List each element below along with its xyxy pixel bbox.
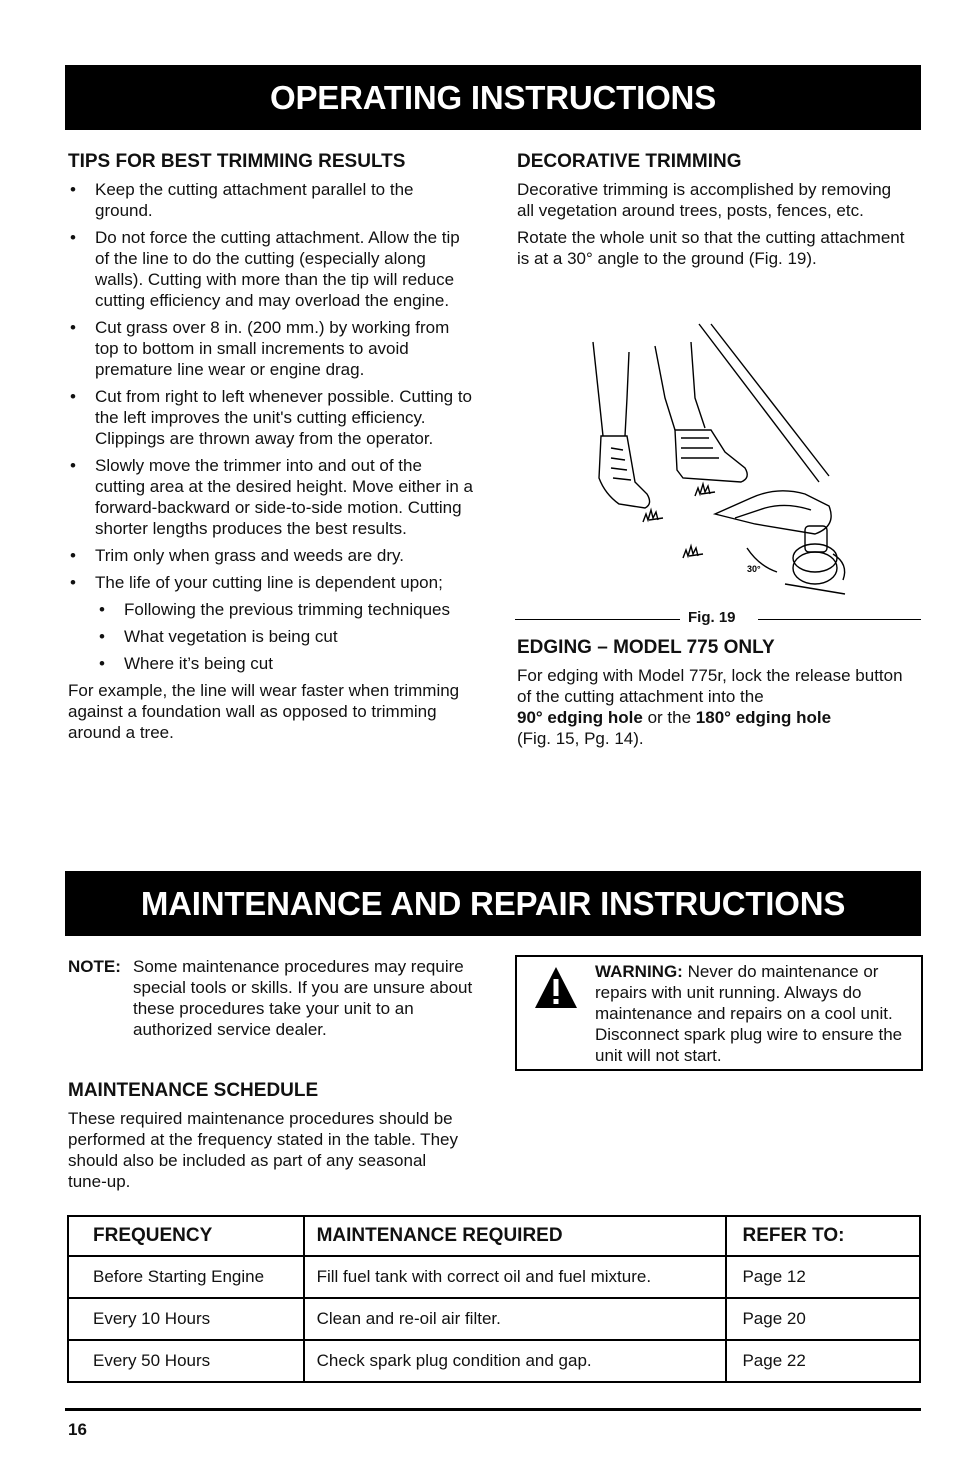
tip-item: • Keep the cutting attachment parallel to the ground. <box>68 179 473 221</box>
table-cell: Clean and re-oil air filter. <box>304 1298 727 1340</box>
table-cell: Page 12 <box>726 1256 920 1298</box>
schedule-heading: MAINTENANCE SCHEDULE <box>68 1080 319 1101</box>
angle-label: 30° <box>747 564 761 574</box>
edging-section <box>517 636 912 755</box>
operating-instructions-title: OPERATING INSTRUCTIONS <box>65 65 921 130</box>
tip-sub-item: • Following the previous trimming techniques <box>97 599 473 620</box>
tip-item: • Do not force the cutting attachment. Allow the tip of the line to do the cutting (especially along walls). Cutting with more than the tip will reduce cutting efficiency and may overload the engine. <box>68 227 473 311</box>
column-header: MAINTENANCE REQUIRED <box>304 1216 727 1256</box>
decorative-text-2: Rotate the whole unit so that the cutting attachment is at a 30° angle to the ground (Fig. 19). <box>517 228 905 268</box>
figure-rule-left <box>515 619 680 620</box>
figure-rule-right <box>758 619 921 620</box>
page-number: 16 <box>68 1420 87 1439</box>
warning-text: Never do maintenance or repairs with unit running. Always do maintenance and repairs on a cool unit. Disconnect spark plug wire to ensure the unit will not start. <box>595 962 903 1065</box>
tip-sub-item: • What vegetation is being cut <box>97 626 473 647</box>
table-row <box>68 1340 920 1382</box>
tips-section <box>68 150 473 749</box>
footer-rule <box>65 1408 921 1411</box>
note-text: Some maintenance procedures may require special tools or skills. If you are unsure about these procedures take your unit to an authorized service dealer. <box>133 957 473 1039</box>
table-cell: Every 10 Hours <box>68 1298 304 1340</box>
tips-list <box>68 179 473 593</box>
column-header: FREQUENCY <box>68 1216 304 1256</box>
tips-example: For example, the line will wear faster when trimming against a foundation wall as opposed to trimming around a tree. <box>68 681 460 742</box>
edging-bold-b: 180° edging hole <box>695 708 832 727</box>
schedule-text: These required maintenance procedures should be performed at the frequency stated in the table. They should also be included as part of any seasonal tune-up. <box>68 1109 458 1191</box>
schedule-section <box>68 1079 468 1198</box>
edging-text <box>517 665 912 749</box>
edging-heading: EDGING – MODEL 775 ONLY <box>517 637 775 658</box>
figure-caption: Fig. 19 <box>688 609 736 626</box>
edging-text-a: For edging with Model 775r, lock the release button of the cutting attachment into the <box>517 666 903 706</box>
tip-item: • Slowly move the trimmer into and out of the cutting area at the desired height. Move either in a forward-backward or side-to-side motion. Cutting shorter lengths produces the best results. <box>68 455 473 539</box>
tips-sub-list <box>97 599 473 674</box>
table-cell: Before Starting Engine <box>68 1256 304 1298</box>
operator-trimming-illustration <box>515 318 921 608</box>
tip-item: • Trim only when grass and weeds are dry. <box>68 545 473 566</box>
maintenance-table <box>67 1215 921 1383</box>
decorative-heading: DECORATIVE TRIMMING <box>517 151 742 172</box>
tip-item: • Cut from right to left whenever possible. Cutting to the left improves the unit's cutting efficiency. Clippings are thrown away from the operator. <box>68 386 473 449</box>
tip-item: • The life of your cutting line is dependent upon; <box>68 572 473 593</box>
decorative-text-1: Decorative trimming is accomplished by removing all vegetation around trees, posts, fences, etc. <box>517 180 892 220</box>
maintenance-title: MAINTENANCE AND REPAIR INSTRUCTIONS <box>65 871 921 936</box>
table-row <box>68 1298 920 1340</box>
table-cell: Page 20 <box>726 1298 920 1340</box>
warning-text-block <box>595 961 917 1066</box>
tips-heading: TIPS FOR BEST TRIMMING RESULTS <box>68 151 406 172</box>
trimming-figure <box>515 318 921 638</box>
warning-icon <box>533 965 579 1011</box>
edging-text-c: (Fig. 15, Pg. 14). <box>517 729 644 748</box>
table-header-row <box>68 1216 920 1256</box>
table-cell: Page 22 <box>726 1340 920 1382</box>
decorative-section <box>517 150 912 275</box>
edging-bold-a: 90° edging hole <box>517 708 643 727</box>
column-header: REFER TO: <box>726 1216 920 1256</box>
tip-item: • Cut grass over 8 in. (200 mm.) by working from top to bottom in small increments to avoid premature line wear or engine drag. <box>68 317 473 380</box>
table-row <box>68 1256 920 1298</box>
table-cell: Fill fuel tank with correct oil and fuel mixture. <box>304 1256 727 1298</box>
table-cell: Every 50 Hours <box>68 1340 304 1382</box>
edging-text-b: or the <box>647 708 692 727</box>
note-label: NOTE: <box>68 957 121 976</box>
tip-sub-item: • Where it’s being cut <box>97 653 473 674</box>
warning-box <box>515 955 923 1071</box>
warning-label: WARNING: <box>595 962 683 981</box>
table-cell: Check spark plug condition and gap. <box>304 1340 727 1382</box>
note-block <box>68 956 473 1040</box>
